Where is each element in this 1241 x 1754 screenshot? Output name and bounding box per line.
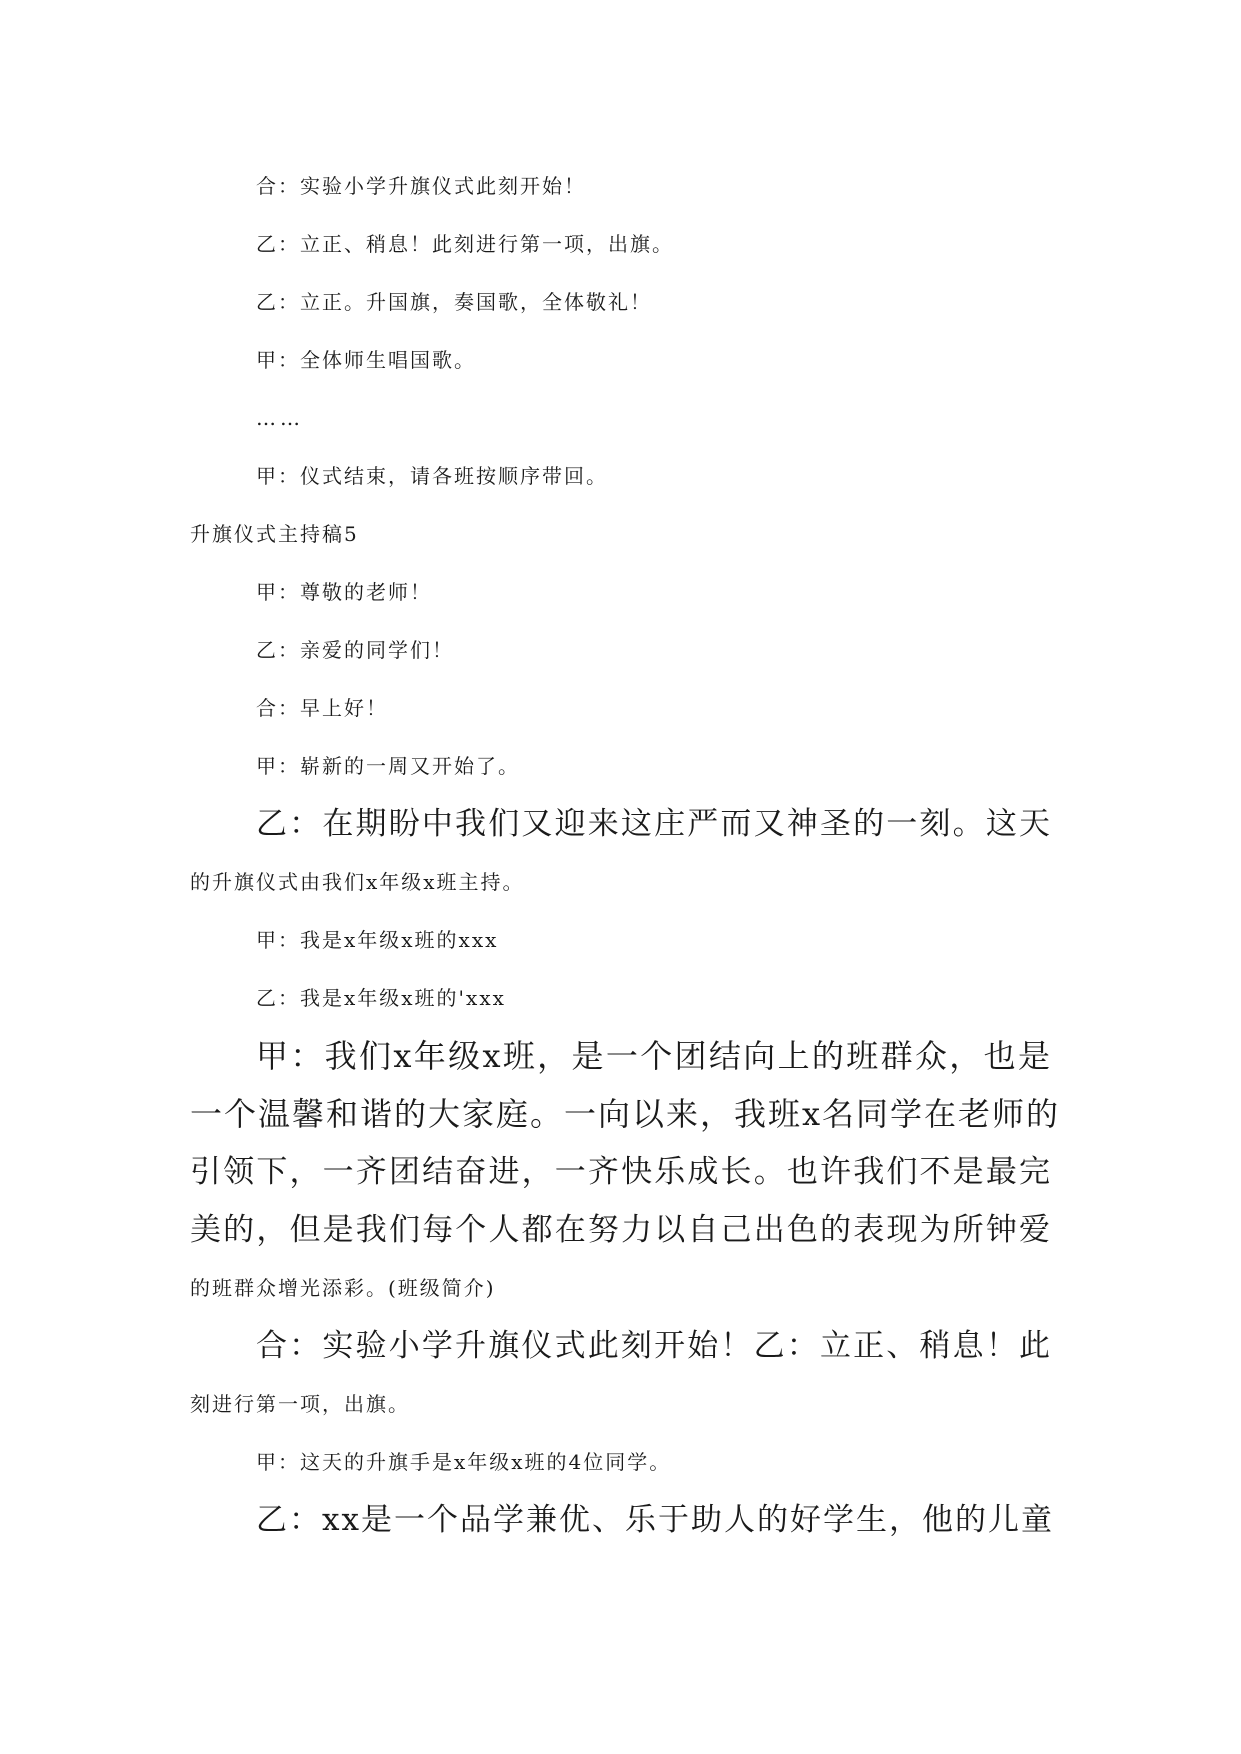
text-line: 甲：全体师生唱国歌。: [256, 348, 476, 372]
text-line: 甲：这天的升旗手是x年级x班的4位同学。: [256, 1450, 672, 1474]
text-line: 甲：我们x年级x班，是一个团结向上的班群众，也是: [256, 1037, 1052, 1075]
text-line: 甲：仪式结束，请各班按顺序带回。: [256, 464, 608, 488]
text-line: 合：实验小学升旗仪式此刻开始！: [256, 174, 586, 198]
text-line: 乙：立正。升国旗，奏国歌，全体敬礼！: [256, 290, 652, 314]
text-line: 一个温馨和谐的大家庭。一向以来，我班x名同学在老师的: [190, 1095, 1061, 1133]
text-line: 引领下，一齐团结奋进，一齐快乐成长。也许我们不是最完: [190, 1154, 1052, 1190]
text-line: 乙：立正、稍息！此刻进行第一项，出旗。: [256, 232, 674, 256]
text-line: 合：早上好！: [256, 696, 388, 720]
text-line: 甲：崭新的一周又开始了。: [256, 754, 520, 778]
text-line: 甲：尊敬的老师！: [256, 580, 432, 604]
text-line: 甲：我是x年级x班的xxx: [256, 928, 499, 952]
section-heading: 升旗仪式主持稿5: [190, 522, 359, 546]
text-line: 乙：我是x年级x班的'xxx: [256, 986, 506, 1010]
text-line: 刻进行第一项，出旗。: [190, 1392, 410, 1416]
text-line: 乙：在期盼中我们又迎来这庄严而又神圣的一刻。这天: [256, 806, 1052, 842]
text-line: 合：实验小学升旗仪式此刻开始！乙：立正、稍息！此: [256, 1328, 1052, 1364]
ellipsis-line: ……: [256, 406, 304, 430]
text-line: 乙：xx是一个品学兼优、乐于助人的好学生，他的儿童: [256, 1502, 1054, 1538]
text-line: 的升旗仪式由我们x年级x班主持。: [190, 870, 525, 894]
text-line: 的班群众增光添彩。(班级简介): [190, 1276, 496, 1300]
text-line: 乙：亲爱的同学们！: [256, 638, 454, 662]
text-line: 美的，但是我们每个人都在努力以自己出色的表现为所钟爱: [190, 1212, 1052, 1248]
